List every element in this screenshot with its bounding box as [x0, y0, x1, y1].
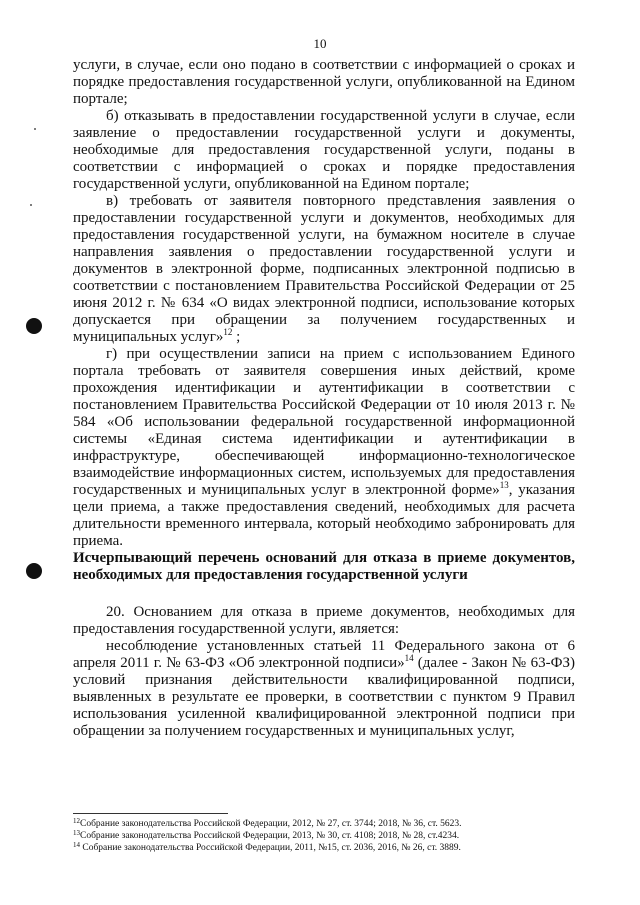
scan-speck: [30, 204, 32, 206]
footnote-ref-14[interactable]: 14: [404, 653, 414, 663]
body-text: [73, 57, 575, 740]
paragraph-1: услуги, в случае, если оно подано в соответствии с информацией о сроках и порядке предоставления государственной услуги, опубликованной на Едином портале;: [73, 57, 575, 107]
footnote-number: 12: [73, 817, 80, 825]
paragraph-v: [73, 193, 575, 346]
footnote-text: Собрание законодательства Российской Федерации, 2011, №15, ст. 2036, 2016, № 26, ст. 3889.: [80, 843, 461, 853]
footnote-divider: [73, 813, 228, 814]
footnote-number: 13: [73, 829, 80, 837]
paragraph-g: [73, 346, 575, 550]
footnote-14: [73, 842, 575, 854]
footnote-13: [73, 830, 575, 842]
paragraph-b: б) отказывать в предоставлении государственной услуги в случае, если заявление о предоставлении государственной услуги и документы, необходимые для предоставления государственной услуги, поданы в соответствии с информацией о сроках и порядке предоставления государственной услуги, опубликованной на Едином портале;: [73, 108, 575, 192]
footnote-text: Собрание законодательства Российской Федерации, 2012, № 27, ст. 3744; 2018, № 36, ст. 5623.: [80, 819, 462, 829]
punch-hole-upper: [26, 318, 42, 334]
page-number: 10: [313, 36, 327, 51]
paragraph-noncompliance-text: несоблюдение установленных статьей 11 Федерального закона от 6 апреля 2011 г. № 63-ФЗ «Об электронной подписи»: [73, 638, 575, 671]
footnotes: [73, 818, 575, 854]
paragraph-v-text: в) требовать от заявителя повторного представления заявления о предоставлении государственной услуги и документов, необходимых для предоставления государственной услуги, на бумажном носителе в случае направления заявления о предоставлении государственной услуги и документов в электронной форме, подписанных электронной подписью в соответствии с постановлением Правительства Российской Федерации от 25 июня 2012 г. № 634 «О видах электронной подписи, использование которых допускается при обращении за получением государственных и муниципальных услуг»: [73, 193, 575, 345]
paragraph-g-end: , указания цели приема, а также предоставления сведений, необходимых для расчета длительности временного интервала, который необходимо забронировать для приема.: [73, 482, 575, 549]
paragraph-noncompliance-end: (далее - Закон № 63-ФЗ) условий признания действительности квалифицированной подписи, выявленных в результате ее проверки, в соответствии с пунктом 9 Правил использования усиленной квалифицированной электронной подписи при обращении за получением государственных и муниципальных услуг,: [73, 655, 575, 739]
paragraph-v-end: ;: [232, 329, 241, 345]
paragraph-20: 20. Основанием для отказа в приеме документов, необходимых для предоставления государственной услуги, является:: [73, 604, 575, 637]
footnote-ref-12[interactable]: 12: [223, 327, 233, 337]
section-heading: Исчерпывающий перечень оснований для отказа в приеме документов, необходимых для предоставления государственной услуги: [73, 550, 575, 583]
footnote-number: 14: [73, 841, 80, 849]
footnote-ref-13[interactable]: 13: [499, 480, 509, 490]
footnote-text: Собрание законодательства Российской Федерации, 2013, № 30, ст. 4108; 2018, № 28, ст.4234.: [80, 831, 460, 841]
paragraph-g-text: г) при осуществлении записи на прием с использованием Единого портала требовать от заявителя совершения иных действий, кроме прохождения идентификации и аутентификации в соответствии с постановлением Правительства Российской Федерации от 10 июля 2013 г. № 584 «Об использовании федеральной государственной информационной системы «Единая система идентификации и аутентификации в инфраструктуре, обеспечивающей информационно-технологическое взаимодействие информационных систем, используемых для предоставления государственных и муниципальных услуг в электронной форме»: [73, 346, 575, 498]
paragraph-noncompliance: [73, 638, 575, 740]
scan-speck: [34, 128, 36, 130]
footnote-12: [73, 818, 575, 830]
punch-hole-lower: [26, 563, 42, 579]
